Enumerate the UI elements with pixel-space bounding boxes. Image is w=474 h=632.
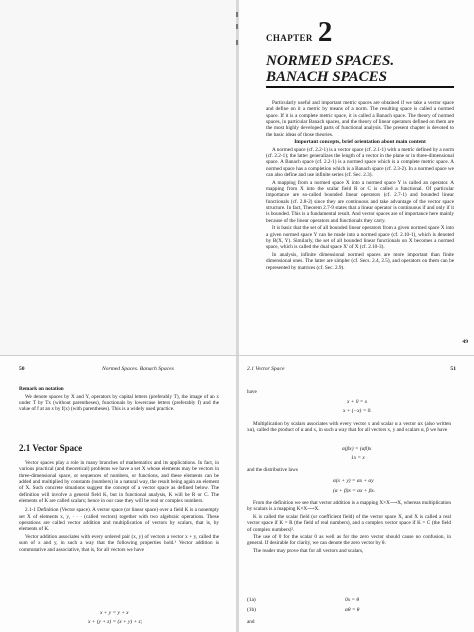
multiplication-text: Multiplication by scalars associates with every vector x and scalar α a vector αx (also written xα), called the product of α and x, in such a way that for all vectors x, y and scalars α, β we have xyxy=(247,421,451,434)
intro-paragraph: Particularly useful and important metric spaces are obtained if we take a vector space and define on it a metric by means of a norm. The resulting space is called a normed space. If it is a complete metric space, it is called a Banach space. The theory of normed spaces, in particular Banach spaces, and the theory of linear operators defined on them are the most highly developed parts of functional analysis. The present chapter is devoted to the basic ideas of those theories. xyxy=(266,100,454,138)
scan-mark xyxy=(236,12,238,17)
equation-tag: (1a) xyxy=(247,597,256,603)
body-paragraph: A mapping from a normed space X into a normed space Y is called an operator. A mapping from X into the scalar field R or C is called a functional. Of particular importance are so-called bounded linear operators (cf. 2.7-1) and bounded linear functionals (cf. 2.8-2) since they are continuous and take advantage of the vector space structure. In fact, Theorem 2.7-9 states that a linear operator is continuous if and only if it is bounded. This is a fundamental result. And vector spaces are of importance here mainly because of the linear operators and functionals they carry. xyxy=(266,179,454,224)
equation: x + y = y + x xyxy=(100,610,129,616)
chapter-title xyxy=(266,53,394,85)
equation: (α + β)x = αx + βx. xyxy=(333,488,376,494)
body-paragraph: A normed space (cf. 2.2-1) is a vector space (cf. 2.1-1) with a metric defined by a norm (cf. 2.2-1); the latter generalizes the length of a vector in the plane or in three-dimensional space. A Banach space (cf. 2.2-1) is a normed space which is a complete metric space. A normed space has a completion which is a Banach space (cf. 2.3-2). In a normed space we can also define and use infinite series (cf. Sec. 2.3). xyxy=(266,146,454,179)
chapter-rule xyxy=(266,86,454,88)
body-paragraph: It is basic that the set of all bounded linear operators from a given normed space X into a given normed space Y can be made into a normed space (cf. 2.10-1), which is denoted by B(X, Y). Similarly, the set of all bounded linear functionals on X becomes a normed space, which is called the dual space X' of X (cf. 2.10-3). xyxy=(266,225,454,251)
equation: x + (−x) = 0. xyxy=(343,408,372,414)
scan-mark xyxy=(236,24,238,29)
equation: 1x = x xyxy=(351,455,365,461)
page-header-number xyxy=(450,366,456,372)
scan-mark xyxy=(236,40,238,45)
equation: αθ = θ xyxy=(345,607,360,613)
page-number: 51 xyxy=(450,366,456,372)
page-seam xyxy=(0,355,474,356)
blank-facing-page xyxy=(0,0,237,356)
page-49 xyxy=(237,0,474,356)
section-body xyxy=(19,460,219,554)
page-header-number xyxy=(19,366,25,372)
remark-text: We denote spaces by X and Y, operators by capital letters (preferably T), the image of an x under T by Tx (without parentheses), functionals by lowercase letters (preferably f) and the value of f at an x by f(x) (with parentheses). This is a widely used practice. xyxy=(19,393,219,413)
page-number: 49 xyxy=(462,339,468,345)
equation: x + (y + z) = (x + y) + z; xyxy=(88,619,143,625)
body-paragraph: In analysis, infinite dimensional normed spaces are more important than finite dimensional ones. The latter are simpler (cf. Secs. 2.4, 2.5), and operators on them can be represented by matrices (cf. Sec. 2.9). xyxy=(266,251,454,271)
definition-text: 2.1-1 Definition (Vector space). A vector space (or linear space) over a field K is a nonempty set X of elements x, y, · · · (called vectors) together with two algebraic operations. These operations are called vector addition and multiplication of vectors by scalars, that is, by elements of K. xyxy=(19,507,219,533)
orientation-heading: Important concepts, brief orientation about main content xyxy=(294,139,426,146)
remark-block xyxy=(19,386,219,414)
remark-heading: Remark on notation xyxy=(19,386,64,392)
reader-text: The reader may prove that for all vectors and scalars, xyxy=(253,547,364,554)
section-title: 2.1 Vector Space xyxy=(19,443,83,453)
chapter-title-line1: NORMED SPACES. xyxy=(266,53,395,69)
page-51 xyxy=(237,356,474,632)
addition-text: Vector addition associates with every ordered pair (x, y) of vectors a vector x + y, called the sum of x and y, in such a way that the following properties hold.¹ Vector addition is commutative and associative, that is, for all vectors we have xyxy=(19,533,219,553)
chapter-body xyxy=(266,100,454,272)
book-gutter xyxy=(236,0,239,632)
field-text: K is called the scalar field (or coefficient field) of the vector space X, and X is called a real vector space if K = R (the field of real numbers), and a complex vector space if K = C (the field of complex numbers)². xyxy=(247,513,451,533)
chapter-label: CHAPTER xyxy=(266,33,313,43)
zero-text: The use of 0 for the scalar 0 as well as for the zero vector should cause no confusion, in general. If desirable for clarity, we can denote the zero vector by θ. xyxy=(247,534,451,547)
after-text: From the definition we see that vector addition is a mapping X×X⟶X, whereas multiplication by scalars is a mapping K×X⟶X. xyxy=(247,500,451,513)
chapter-title-line2: BANACH SPACES xyxy=(266,69,388,85)
text-block xyxy=(247,421,451,435)
running-head: Normed Spaces. Banach Spaces xyxy=(102,366,174,372)
page-50 xyxy=(0,356,237,632)
section-text: Vector spaces play a role in many branches of mathematics and its applications. In fact, in various practical (and theoretical) problems we have a set X whose elements may be vectors in three-dimensional space, or sequences of numbers, or functions, and these elements can be added and multiplied by constants (numbers) in a natural way, the result being again an element of X. Such concrete situations suggest the concept of a vector space as defined below. The definition will involve a general field K, but in functional analysis, K will be R or C. The elements of K are called scalars; hence in our case they will be real or complex numbers. xyxy=(19,460,219,505)
equation: 0x = θ xyxy=(345,597,360,603)
equation-tag: (1b) xyxy=(247,607,256,613)
text-line: and the distributive laws xyxy=(247,467,298,473)
chapter-number: 2 xyxy=(317,16,333,48)
equation: α(x + y) = αx + αy xyxy=(333,478,374,484)
page-number: 50 xyxy=(19,366,25,372)
running-head: 2.1 Vector Space xyxy=(247,366,285,372)
chapter-heading xyxy=(266,18,332,46)
equation: α(βx) = (αβ)x xyxy=(342,446,372,452)
text-line: and xyxy=(247,619,255,625)
text-block xyxy=(247,500,451,556)
text-line: have xyxy=(247,389,257,395)
equation: x + 0 = x xyxy=(347,399,368,405)
